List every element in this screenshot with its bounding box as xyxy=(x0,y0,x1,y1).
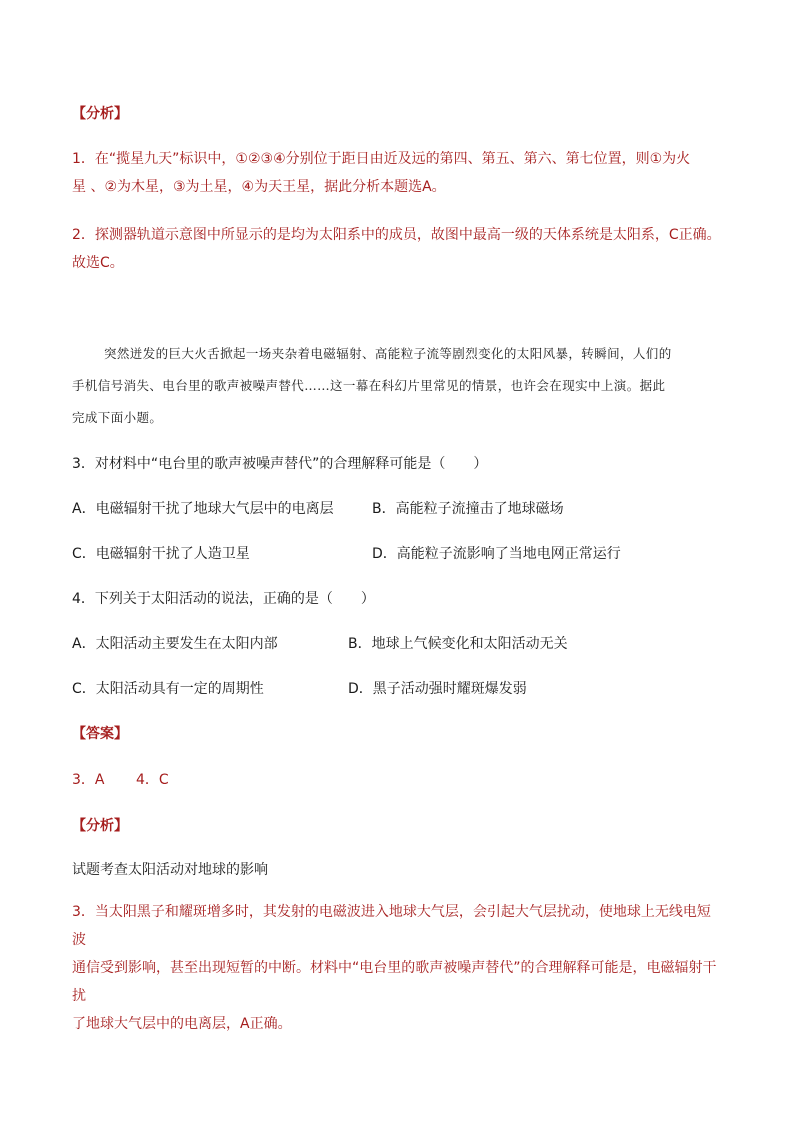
material-passage xyxy=(72,338,724,434)
question-3-options-row-1 xyxy=(72,497,724,521)
answer-values xyxy=(72,768,724,792)
answer-4: 4．C xyxy=(136,772,169,788)
q3-option-b: B．高能粒子流撞击了地球磁场 xyxy=(372,501,564,517)
question-4-options-row-2 xyxy=(72,677,724,701)
analysis-heading-1: 【分析】 xyxy=(72,106,128,122)
question-3-stem: 3．对材料中“电台里的歌声被噪声替代”的合理解释可能是（ ） xyxy=(72,456,488,472)
analysis-paragraph-1 xyxy=(72,145,724,201)
analysis-paragraph-3 xyxy=(72,898,724,1038)
analysis-intro: 试题考查太阳活动对地球的影响 xyxy=(72,862,268,878)
analysis-heading-2: 【分析】 xyxy=(72,818,128,834)
material-line-2: 手机信号消失、电台里的歌声被噪声替代……这一幕在科幻片里常见的情景，也许会在现实中上演。据此 xyxy=(72,378,666,393)
question-3-options-row-2 xyxy=(72,542,724,566)
material-line-1: 突然迸发的巨大火舌掀起一场夹杂着电磁辐射、高能粒子流等剧烈变化的太阳风暴，转瞬间，人们的 xyxy=(104,346,672,361)
q4-option-c: C．太阳活动具有一定的周期性 xyxy=(72,681,264,697)
answer-heading: 【答案】 xyxy=(72,726,128,742)
q4-option-d: D．黑子活动强时耀斑爆发弱 xyxy=(348,681,527,697)
q3-option-d: D．高能粒子流影响了当地电网正常运行 xyxy=(372,546,621,562)
question-4-options-row-1 xyxy=(72,632,724,656)
analysis-2-line-2: 故选C。 xyxy=(72,255,124,271)
analysis-3-line-2: 通信受到影响，甚至出现短暂的中断。材料中“电台里的歌声被噪声替代”的合理解释可能是，电磁辐射干扰 xyxy=(72,960,717,1004)
q3-option-a: A．电磁辐射干扰了地球大气层中的电离层 xyxy=(72,501,334,517)
q4-option-a: A．太阳活动主要发生在太阳内部 xyxy=(72,636,278,652)
q4-option-b: B．地球上气候变化和太阳活动无关 xyxy=(348,636,568,652)
material-line-3: 完成下面小题。 xyxy=(72,410,163,425)
q3-option-c: C．电磁辐射干扰了人造卫星 xyxy=(72,546,250,562)
analysis-paragraph-2 xyxy=(72,221,724,277)
analysis-1-line-2: 星 、②为木星，③为土星，④为天王星，据此分析本题选A。 xyxy=(72,179,446,195)
question-4-stem: 4．下列关于太阳活动的说法，正确的是（ ） xyxy=(72,591,375,607)
analysis-3-line-3: 了地球大气层中的电离层，A正确。 xyxy=(72,1016,292,1032)
analysis-1-line-1: 1．在“揽星九天”标识中，①②③④分别位于距日由近及远的第四、第五、第六、第七位置，则①为火 xyxy=(72,151,691,167)
analysis-3-line-1: 3．当太阳黑子和耀斑增多时，其发射的电磁波进入地球大气层，会引起大气层扰动，使地球上无线电短波 xyxy=(72,904,711,948)
analysis-2-line-1: 2．探测器轨道示意图中所显示的是均为太阳系中的成员，故图中最高一级的天体系统是太阳系，C正确。 xyxy=(72,227,721,243)
answer-3: 3．A xyxy=(72,772,105,788)
